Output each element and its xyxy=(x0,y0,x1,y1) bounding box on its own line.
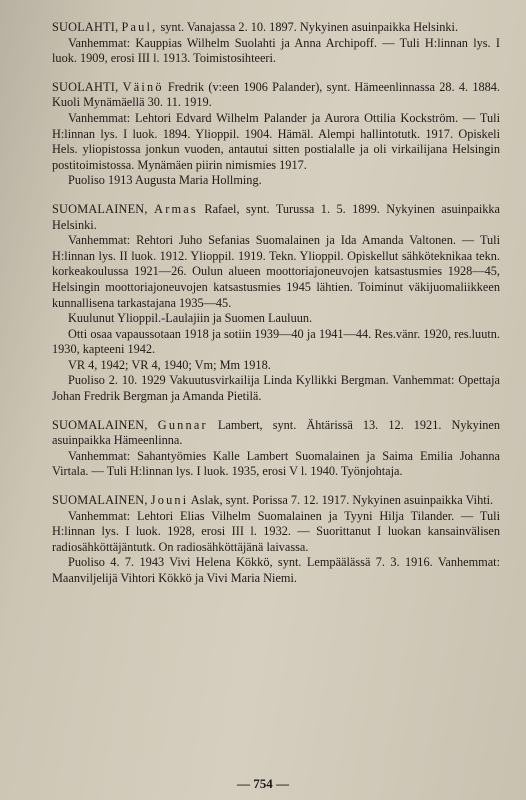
entry-heading xyxy=(52,20,500,36)
entry-paragraph: Vanhemmat: Lehtori Elias Vilhelm Suomalainen ja Tyyni Hilja Tilander. — Tuli H:linnan lys. I luok. 1928, erosi III l. 1932. — Suorittanut I luokan kansainvälisen radiosähköttäjäntutk. On radiosähköttäjänä laivassa. xyxy=(52,508,500,554)
entry-paragraph: Vanhemmat: Lehtori Edvard Wilhelm Palander ja Aurora Ottilia Kockström. — Tuli H:linnan lys. I luok. 1894. Ylioppil. 1904. Hämäl. Alempi hallintotutk. 1917. Opiskeli Hels. yliopistossa jonkun vuoden, antautui sitten postialalle ja oli virkailijana Helsingin postitoimistossa. Mynämäen piirin nimismies 1917. xyxy=(52,110,500,172)
entry-paragraph: Puoliso 4. 7. 1943 Vivi Helena Kökkö, synt. Lempäälässä 7. 3. 1916. Vanhemmat: Maanviljelijä Vihtori Kökkö ja Vivi Maria Niemi. xyxy=(52,555,500,585)
firstname: Väinö xyxy=(122,79,164,94)
firstname: Paul, xyxy=(121,20,158,34)
heading-text: Fredrik (v:een 1906 Palander), synt. Hämeenlinnassa 28. 4. 1884. Kuoli Mynämäellä 30. 11. 1919. xyxy=(52,79,500,110)
entry-paragraph: Kuulunut Ylioppil.-Laulajiin ja Suomen Lauluun. xyxy=(68,311,313,326)
entry-suolahti-paul xyxy=(52,20,500,67)
entry-heading xyxy=(52,80,500,111)
entry-heading xyxy=(52,418,500,449)
surname: SUOMALAINEN, xyxy=(52,493,148,508)
surname: SUOMALAINEN, xyxy=(52,417,148,432)
page-number: — 754 — xyxy=(237,776,289,791)
entry-heading xyxy=(52,202,500,233)
entry-suomalainen-jouni xyxy=(52,493,500,587)
entry-suolahti-vaino xyxy=(52,80,500,189)
surname: SUOMALAINEN, xyxy=(52,201,148,216)
heading-text: Aslak, synt. Porissa 7. 12. 1917. Nykyinen asuinpaikka Vihti. xyxy=(188,493,494,508)
firstname: Armas xyxy=(154,201,198,216)
entry-paragraph: Otti osaa vapaussotaan 1918 ja sotiin 1939—40 ja 1941—44. Res.vänr. 1920, res.luutn. 1930, kapteeni 1942. xyxy=(52,326,500,357)
entry-paragraph: Puoliso 1913 Augusta Maria Hollming. xyxy=(68,173,262,188)
entry-suomalainen-gunnar xyxy=(52,418,500,480)
entry-paragraph: Vanhemmat: Rehtori Juho Sefanias Suomalainen ja Ida Amanda Valtonen. — Tuli H:linnan lys. II luok. 1912. Ylioppil. 1919. Tekn. Ylioppil. Opiskellut sähköteknikaa tekn. korkeakoulussa 1921—26. Oulun alueen moottoriajoneuvojen katsastusmies 1928—45, Helsingin moottoriajoneuvojen katsastusmies 1945 lähtien. Toiminut väkijuomaliikkeen kunnallisena tarkastajana 1935—45. xyxy=(52,233,500,310)
surname: SUOLAHTI, xyxy=(52,20,119,34)
entry-paragraph: Puoliso 2. 10. 1929 Vakuutusvirkailija Linda Kyllikki Bergman. Vanhemmat: Opettaja Johan Fredrik Bergman ja Amanda Pietilä. xyxy=(52,373,500,404)
entry-heading xyxy=(52,493,500,509)
firstname: Jouni xyxy=(150,493,189,508)
entry-paragraph: Vanhemmat: Sahantyömies Kalle Lambert Suomalainen ja Saima Emilia Johanna Virtala. — Tuli H:linnan lys. I luok. 1935, erosi V l. 1940. Työnjohtaja. xyxy=(52,448,500,479)
heading-text: Lambert, synt. Ähtärissä 13. 12. 1921. Nykyinen asuinpaikka Hämeenlinna. xyxy=(52,417,500,448)
firstname: Gunnar xyxy=(157,417,208,432)
heading-text: Rafael, synt. Turussa 1. 5. 1899. Nykyinen asuinpaikka Helsinki. xyxy=(52,201,500,232)
surname: SUOLAHTI, xyxy=(52,79,119,94)
entry-suomalainen-armas xyxy=(52,202,500,405)
heading-text: synt. Vanajassa 2. 10. 1897. Nykyinen asuinpaikka Helsinki. xyxy=(157,20,459,34)
entry-paragraph: Vanhemmat: Kauppias Wilhelm Suolahti ja Anna Archipoff. — Tuli H:linnan lys. I luok. 1909, erosi III l. 1913. Toimistosihteeri. xyxy=(52,35,500,66)
entry-paragraph: VR 4, 1942; VR 4, 1940; Vm; Mm 1918. xyxy=(68,357,271,372)
